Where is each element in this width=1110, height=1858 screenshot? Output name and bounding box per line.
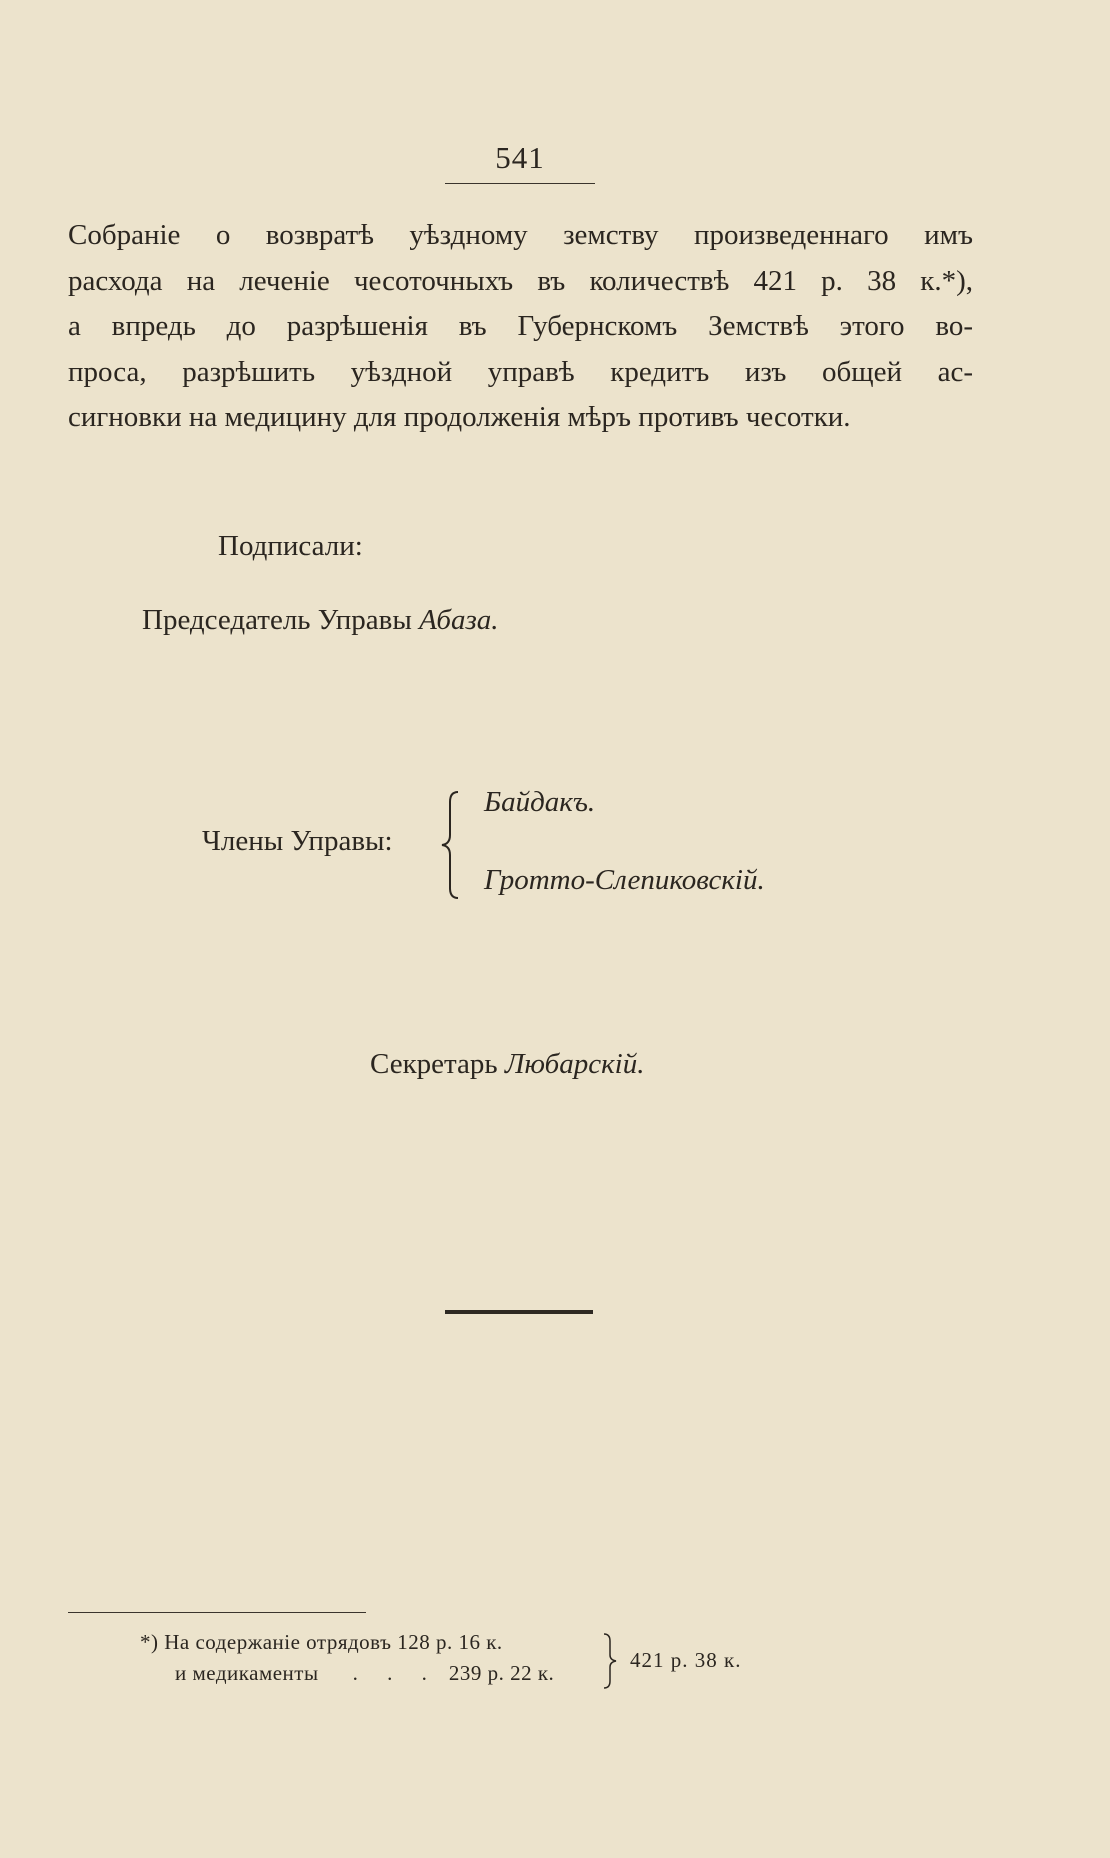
member-name: Байдакъ. <box>484 786 596 818</box>
chairman-title: Председатель Управы <box>142 604 412 636</box>
paragraph-line: а впредь до разрѣшенія въ Губернскомъ Земствѣ этого во- <box>68 310 973 342</box>
footnote-text: и медикаменты <box>175 1661 319 1685</box>
secretary-signature <box>370 1048 644 1081</box>
footnote-rule <box>68 1612 366 1613</box>
secretary-title: Секретарь <box>370 1048 498 1080</box>
footnote-dots: . . . <box>352 1661 439 1685</box>
chairman-signature <box>142 604 499 637</box>
signed-label: Подписали: <box>218 530 363 562</box>
secretary-name: Любарскій. <box>504 1048 645 1080</box>
member-name: Гротто-Слепиковскій. <box>484 864 765 896</box>
page-number: 541 <box>495 140 545 175</box>
chairman-name: Абаза. <box>419 604 499 636</box>
paragraph-line: расхода на леченіе чесоточныхъ въ количествѣ 421 р. 38 к.*), <box>68 264 973 297</box>
footnote-text: На содержаніе отрядовъ <box>164 1630 392 1654</box>
members-brace <box>438 790 462 900</box>
footnote-line <box>175 1661 554 1686</box>
footnote-total: 421 р. 38 к. <box>630 1648 742 1672</box>
paragraph-line: Собраніе о возвратѣ уѣздному земству произведеннаго имъ <box>68 219 973 251</box>
page-number-rule <box>445 183 595 184</box>
paragraph-line: сигновки на медицину для продолженія мѣръ противъ чесотки. <box>68 401 851 433</box>
footnote-amount: 128 р. 16 к. <box>397 1630 503 1654</box>
end-rule <box>445 1310 593 1314</box>
footnote-amount: 239 р. 22 к. <box>448 1661 555 1685</box>
paragraph-line: проса, разрѣшить уѣздной управѣ кредитъ изъ общей ас- <box>68 355 973 388</box>
resolution-paragraph <box>68 213 973 441</box>
footnote-brace <box>601 1632 619 1690</box>
footnote-line <box>140 1630 503 1655</box>
members-label: Члены Управы: <box>202 825 393 857</box>
footnote-marker: *) <box>140 1630 159 1654</box>
